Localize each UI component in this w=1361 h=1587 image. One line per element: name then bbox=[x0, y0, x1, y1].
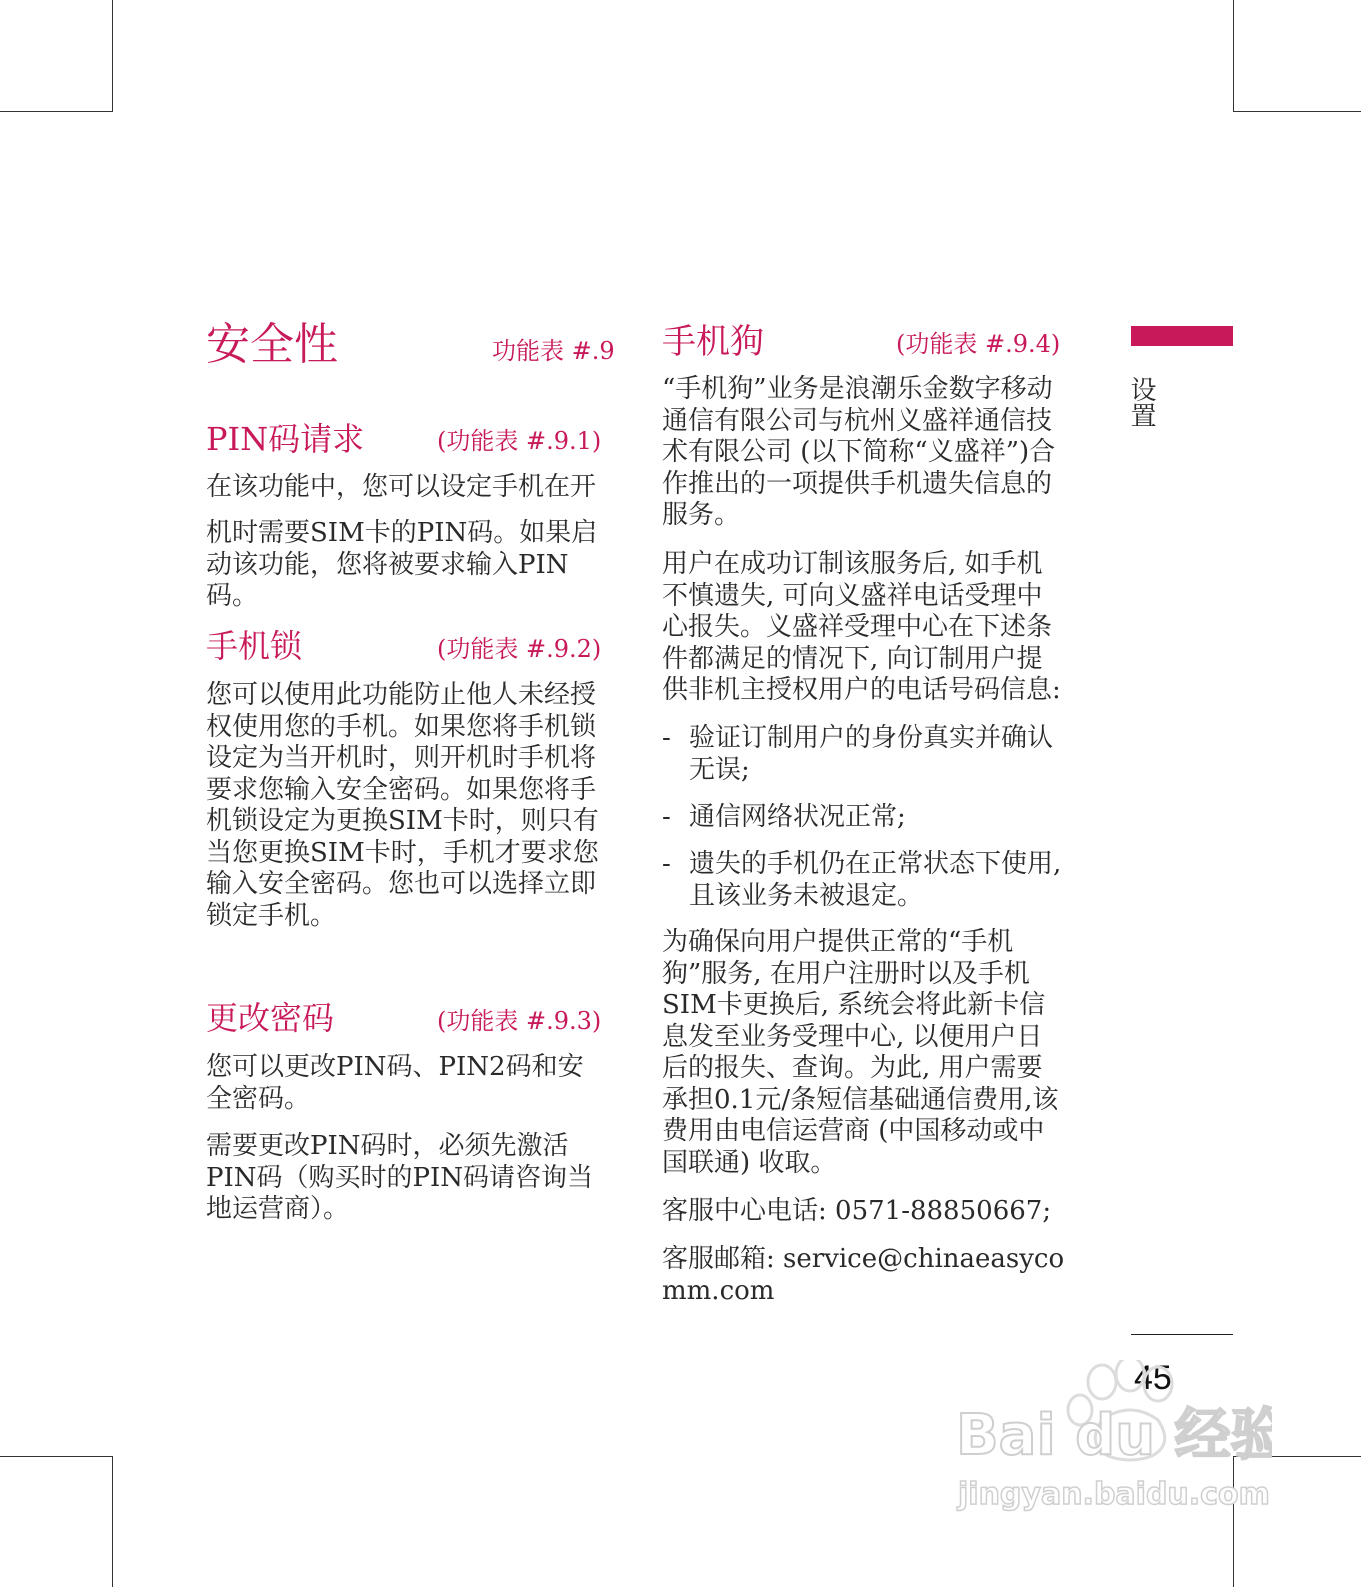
page-number-rule bbox=[1131, 1334, 1233, 1335]
list-item-text: 通信网络状况正常; bbox=[689, 802, 906, 832]
bullet-marker: - bbox=[662, 802, 671, 832]
menu-reference: (功能表 #.9.3) bbox=[437, 1007, 602, 1035]
menu-reference: 功能表 #.9 bbox=[492, 337, 615, 365]
crop-mark bbox=[0, 1456, 112, 1457]
paragraph: 需要更改PIN码时，必须先激活PIN码（购买时的PIN码请咨询当地运营商）。 bbox=[206, 1131, 594, 1224]
list-item bbox=[662, 723, 1066, 786]
paragraph: 您可以更改PIN码、PIN2码和安全密码。 bbox=[206, 1052, 584, 1114]
menu-reference: (功能表 #.9.1) bbox=[437, 427, 602, 455]
paragraph: 您可以使用此功能防止他人未经授权使用您的手机。如果您将手机锁设定为当开机时，则开机时手机将要求您输入安全密码。如果您将手机锁设定为更换SIM卡时，则只有当您更换SIM卡时，手机才要求您输入安全密码。您也可以选择立即锁定手机。 bbox=[206, 680, 599, 931]
paragraph: 机时需要SIM卡的PIN码。如果启动该功能，您将被要求输入PIN码。 bbox=[206, 518, 598, 611]
side-tab-label: 设置 bbox=[1126, 376, 1156, 428]
paw-logo-icon bbox=[952, 1360, 1272, 1520]
page-title: 安全性 bbox=[206, 319, 338, 370]
section-tab-bar bbox=[1131, 326, 1233, 346]
section-heading-phone-dog: 手机狗 bbox=[662, 322, 764, 362]
section-heading-change-password: 更改密码 bbox=[206, 999, 335, 1037]
list-item-text: 遗失的手机仍在正常状态下使用,且该业务未被退定。 bbox=[689, 849, 1062, 911]
menu-reference: (功能表 #.9.4) bbox=[896, 330, 1061, 358]
baidu-watermark bbox=[952, 1360, 1272, 1520]
section-heading-pin-request: PIN码请求 bbox=[206, 420, 365, 458]
bullet-marker: - bbox=[662, 723, 671, 753]
list-item bbox=[662, 802, 1066, 834]
bullet-marker: - bbox=[662, 849, 671, 879]
customer-service-email: 客服邮箱: service@chinaeasycomm.com bbox=[662, 1244, 1065, 1306]
list-item bbox=[662, 849, 1066, 912]
section-heading-phone-lock: 手机锁 bbox=[206, 627, 303, 665]
paragraph: “手机狗”业务是浪潮乐金数字移动通信有限公司与杭州义盛祥通信技术有限公司 (以下简称“义盛祥”)合作推出的一项提供手机遗失信息的服务。 bbox=[662, 374, 1056, 530]
paragraph: 在该功能中，您可以设定手机在开 bbox=[206, 472, 597, 502]
crop-mark bbox=[0, 111, 112, 112]
crop-mark bbox=[1233, 111, 1361, 112]
paragraph: 为确保向用户提供正常的“手机狗”服务, 在用户注册时以及手机SIM卡更换后, 系统会将此新卡信息发至业务受理中心, 以便用户日后的报失、查询。为此, 用户需要承担0.1元/条短信基础通信费用,该费用由电信运营商 (中国移动或中国联通) 收取。 bbox=[662, 927, 1059, 1178]
list-item-text: 验证订制用户的身份真实并确认无误; bbox=[689, 723, 1054, 785]
menu-reference: (功能表 #.9.2) bbox=[437, 635, 602, 663]
watermark-brand: Bai du 经验 bbox=[956, 1403, 1272, 1468]
crop-mark bbox=[112, 0, 113, 112]
paragraph: 用户在成功订制该服务后, 如手机不慎遗失, 可向义盛祥电话受理中心报失。义盛祥受理中心在下述条件都满足的情况下, 向订制用户提供非机主授权用户的电话号码信息: bbox=[662, 549, 1061, 705]
customer-service-phone: 客服中心电话: 0571-88850667; bbox=[662, 1196, 1052, 1226]
page-number: 45 bbox=[1134, 1359, 1172, 1397]
watermark-url: jingyan.baidu.com bbox=[958, 1477, 1270, 1512]
crop-mark bbox=[112, 1456, 113, 1587]
crop-mark bbox=[1233, 0, 1234, 112]
